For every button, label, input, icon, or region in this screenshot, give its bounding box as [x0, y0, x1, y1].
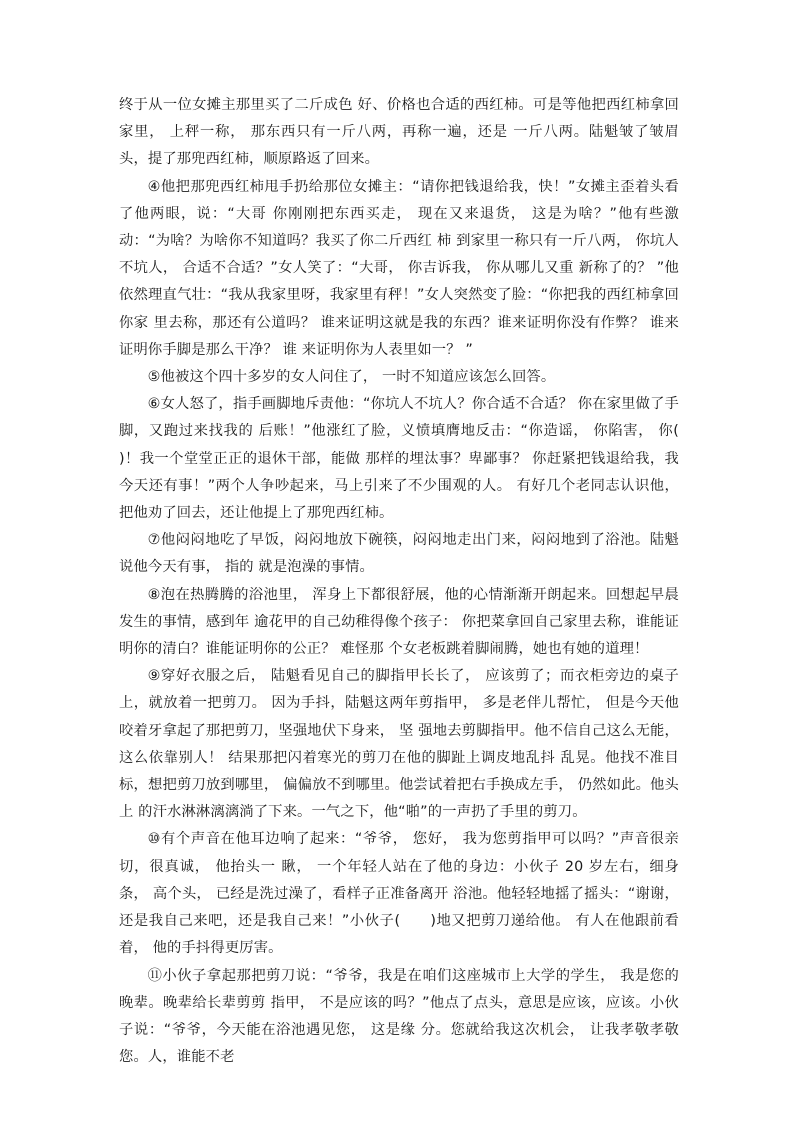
paragraph-11: ⑪小伙子拿起那把剪刀说：“爷爷，我是在咱们这座城市上大学的学生， 我是您的晚辈。晚辈给长辈剪剪 指甲， 不是应该的吗？”他点了点头，意思是应该，应该。小伙子说：“爷爷，今天能在浴池遇见您， 这是缘 分。您就给我这次机会， 让我孝敬孝敬您。人，谁能不老	[119, 967, 679, 1066]
paragraph-6: ⑥女人怒了，指手画脚地斥责他：“你坑人不坑人？你合适不合适？ 你在家里做了手脚，又跑过来找我的 后账！”他涨红了脸，义愤填膺地反击：“你造谣， 你陷害， 你( )！我一个堂堂正正的退休干部，能做 那样的埋汰事？卑鄙事？ 你赶紧把钱退给我，我今天还有事！”两个人争吵起来，马上引来了不少围观的人。 有好几个老同志认识他， 把他劝了回去，还让他提上了那兜西红柿。	[119, 396, 708, 522]
paragraph-continuation: 终于从一位女摊主那里买了二斤成色 好、价格也合适的西红柿。可是等他把西红柿拿回家里， 上秤一称， 那东西只有一斤八两，再称一遍，还是 一斤八两。陆魁皱了皱眉头，提了那兜西红柿，顺原路返了回来。	[119, 97, 679, 168]
paragraph-5: ⑤他被这个四十多岁的女人问住了， 一时不知道应该怎么回答。	[147, 369, 556, 386]
paragraph-7: ⑦他闷闷地吃了早饭，闷闷地放下碗筷，闷闷地走出门来，闷闷地到了浴池。陆魁说他今天有事， 指的 就是泡澡的事情。	[119, 532, 679, 576]
paragraph-8: ⑧泡在热腾腾的浴池里， 浑身上下都很舒展，他的心情渐渐开朗起来。回想起早晨发生的事情，感到年 逾花甲的自己幼稚得像个孩子： 你把菜拿回自己家里去称，谁能证明你的清白？谁能证明你的公正？ 难怪那 个女老板跳着脚闹腾，她也有她的道理！	[119, 586, 679, 658]
paragraph-9: ⑨穿好衣服之后， 陆魁看见自己的脚指甲长长了， 应该剪了；而衣柜旁边的桌子上，就放着一把剪刀。 因为手抖，陆魁这两年剪指甲， 多是老伴儿帮忙， 但是今天他咬着牙拿起了那把剪刀，坚强地伏下身来， 坚 强地去剪脚指甲。他不信自己这么无能，这么依靠别人！ 结果那把闪着寒光的剪刀在他的脚趾上调皮地乱抖 乱晃。他找不准目标，想把剪刀放到哪里， 偏偏放不到哪里。他尝试着把右手换成左手， 仍然如此。他头上 的汗水淋淋漓漓淌了下来。一气之下，他“啪”的一声扔了手里的剪刀。	[119, 668, 679, 821]
document-body	[119, 92, 708, 1071]
paragraph-10: ⑩有个声音在他耳边响了起来：“爷爷， 您好， 我为您剪指甲可以吗？”声音很亲切，很真诚， 他抬头一 瞅， 一个年轻人站在了他的身边：小伙子 20 岁左右，细身条， 高个头， 已经是洗过澡了，看样子正准备离开 浴池。他轻轻地摇了摇头：“谢谢，还是我自己来吧，还是我自己来！”小伙子( )地又把剪刀递给他。 有人在他跟前看着， 他的手抖得更厉害。	[119, 831, 679, 957]
paragraph-4: ④他把那兜西红柿甩手扔给那位女摊主：“请你把钱退给我，快！”女摊主歪着头看了他两眼，说：“大哥 你刚刚把东西买走， 现在又来退货， 这是为啥？”他有些激动：“为啥？为啥你不知道吗？我买了你二斤西红 柿 到家里一称只有一斤八两， 你坑人不坑人， 合适不合适？”女人笑了：“大哥， 你吉诉我， 你从哪儿又重 新称了的？ ”他依然理直气壮：“我从我家里呀，我家里有秤！”女人突然变了脸：“你把我的西红柿拿回你家 里去称，那还有公道吗？ 谁来证明这就是我的东西？谁来证明你没有作弊？ 谁来证明你手脚是那么干净？ 谁 来证明你为人表里如一？ ”	[119, 178, 679, 358]
